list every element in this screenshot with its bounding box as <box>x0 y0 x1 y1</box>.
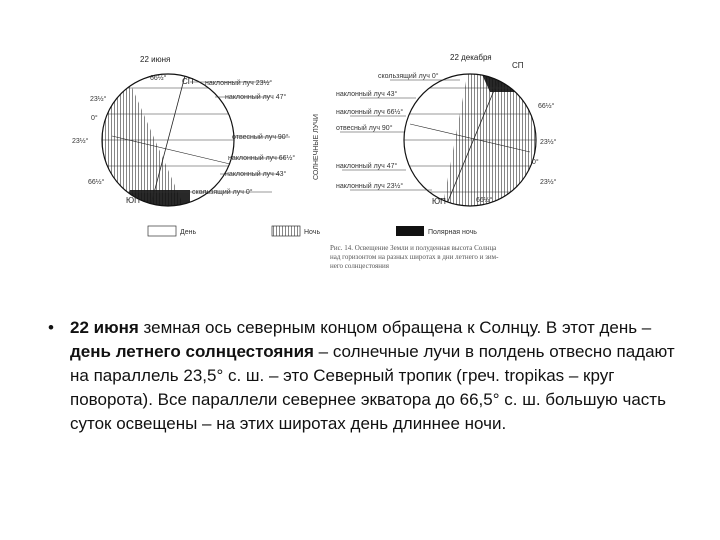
december-ray-label: наклонный луч 47° <box>336 163 398 170</box>
december-ray-label: наклонный луч 66½° <box>336 109 404 116</box>
legend <box>148 226 477 236</box>
june-lat-label: 23½° <box>90 96 107 103</box>
solstice-diagram <box>60 40 560 280</box>
bullet-marker: • <box>48 318 54 337</box>
june-lat-label: 66½° <box>88 179 105 186</box>
december-north-pole-label: СП <box>512 61 524 70</box>
sun-rays-label: СОЛНЕЧНЫЕ ЛУЧИ <box>313 114 320 180</box>
june-title: 22 июня <box>140 55 171 64</box>
december-lat-label: 66½° <box>476 197 493 204</box>
date-bold: 22 июня <box>70 318 139 337</box>
december-polar-night <box>480 70 540 92</box>
june-ray-label: наклонный луч 43° <box>225 171 287 178</box>
december-ray-label: наклонный луч 23½° <box>336 183 404 190</box>
legend-night-swatch <box>272 226 300 236</box>
legend-day-label: День <box>180 229 197 236</box>
text-part: земная ось северным концом обращена к Солнцу. В этот день – <box>138 318 652 337</box>
december-lat-label: 23½° <box>540 179 557 186</box>
legend-polar-night-swatch <box>396 226 424 236</box>
december-lat-label: 66½° <box>538 103 555 110</box>
legend-day-swatch <box>148 226 176 236</box>
figure-caption <box>330 244 499 270</box>
caption-line: него солнцестояния <box>330 262 389 270</box>
december-south-pole-label: ЮП <box>432 197 446 206</box>
caption-line: над горизонтом на разных широтах в дни летнего и зим- <box>330 253 499 261</box>
legend-night-label: Ночь <box>304 229 321 236</box>
december-title: 22 декабря <box>450 53 492 62</box>
june-lat-label: 23½° <box>72 138 89 145</box>
june-ray-label: наклонный луч 47° <box>225 94 287 101</box>
legend-polar-night-label: Полярная ночь <box>428 229 477 236</box>
december-lat-label: 23½° <box>540 139 557 146</box>
caption-line: Рис. 14. Освещение Земли и полуденная высота Солнца <box>330 244 497 252</box>
slide-text <box>48 316 688 436</box>
text-part: – солнечные лучи в полдень отвесно падают на параллель 23,5° с. ш. – это Северный тропик (греч. tropikas – круг поворота). Все параллели севернее экватора до 66,5° с. ш. большую часть суток освещены – на этих широтах день длиннее ночи. <box>70 342 675 433</box>
june-south-pole-label: ЮП <box>126 196 140 205</box>
december-ray-label: скользящий луч 0° <box>378 73 439 80</box>
june-ray-label: скользящий луч 0° <box>192 189 253 196</box>
december-ray-label: отвесный луч 90° <box>336 125 393 132</box>
june-ray-label: отвесный луч 90° <box>232 134 289 141</box>
june-lat-label: 66½° <box>150 75 167 82</box>
june-lat-label: 0° <box>91 115 98 122</box>
june-ray-label: наклонный луч 66½° <box>228 155 296 162</box>
bullet-paragraph <box>70 316 688 436</box>
june-ray-label: наклонный луч 23½° <box>205 80 273 87</box>
june-north-pole-label: СП <box>182 77 194 86</box>
solstice-term-bold: день летнего солнцестояния <box>70 342 314 361</box>
june-globe <box>72 55 295 220</box>
december-globe <box>336 53 557 220</box>
december-ray-label: наклонный луч 43° <box>336 91 398 98</box>
bullet-item <box>48 316 688 436</box>
december-lat-label: 0° <box>532 159 539 166</box>
